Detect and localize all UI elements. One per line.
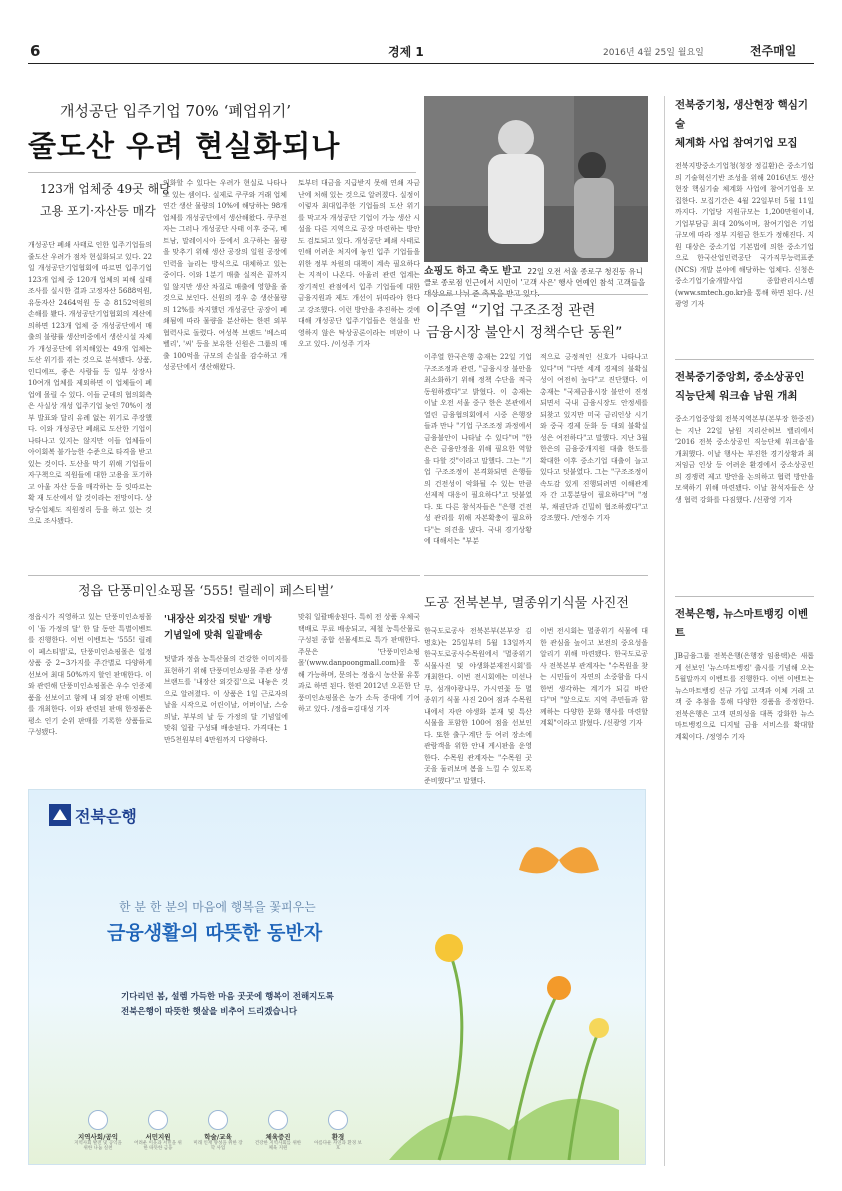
flower-illustration	[389, 830, 619, 1160]
sidebar-3-body: JB금융그룹 전북은행(은행장 임용택)은 새롭게 선보인 '뉴스마트뱅킹' 출시를 기념해 오는 5월말까지 이벤트를 진행한다. 이번 이벤트는 뉴스마트뱅킹 신규 가입 고객과 이체 거래 고객 중 추첨을 통해 다양한 경품을 증정한다. 전북은행은 고객 편의성을 대폭 강화한 뉴스마트뱅킹으로 디지털 금융 서비스를 확대할 계획이다. /정영수 기자	[675, 652, 814, 741]
lead-body-col-1: 개성공단 폐쇄 사태로 인한 입주기업들의 줄도산 우려가 점차 현실화되고 있다. 22일 개성공단기업협회에 따르면 입주기업 123개 업체 중 120개 업체의 피해 실태조사를 실시한 결과 고정자산 5688억원, 유동자산 2464억원 등 총 8152억원의 손해를 봤다. 개성공단기업협회의 계산에 의하면 123개 업체 중 개성공단에서 매출의 불량률 생산비중에서 생산시설 자체가 개성공단에 위치해있는 49개 업체는 도산 위기를 겪는 것으로 분석됐다. 상품, 인디에프, 좋은 사람들 등 일부 상장사 10여개 업체를 제외하면 이 업체들이 폐업에 몰릴 수 있다. 이들 군데의 협의회측은 사실상 개성 입주기업 늦인 70%이 정부 발표와 달리 유례 없는 위기로 주장했다. 이와 개성공단 폐쇄로 도산한 기업이 나타나고 있지는 않지만 이들 업체들이 아이회복 불가능한 수준으로 타격을 받고 있는 것이다. 도산을 막기 위해 기업들이 자구책으로 직원들에 대한 고용을 포기하고 아울 자산 등을 매각하는 등 잇따르는 확 재 도산에서 알 것이라는 전망이다. 상당수업체도 직원정리 등을 하고 있는 것으로 조사됐다.	[28, 241, 152, 525]
community-icon	[88, 1110, 108, 1130]
festival-box-title-1: '내장산 외갓집 텃밭' 개방	[164, 614, 272, 625]
ad-icon-sports: 체육증진 건강한 지역사회를 위한 체육 지원	[253, 1110, 303, 1151]
photo-caption-title: 쇼핑도 하고 축도 받고	[424, 266, 522, 277]
right-story-headline	[426, 300, 622, 344]
festival-col-1: 정읍시가 직영하고 있는 단풍미인쇼핑몰이 '돌 가정의 달' 한 달 동안 특별이벤트를 진행한다. 이번 이벤트는 '555! 릴레이 페스티벌'로, 단풍미인쇼핑몰은 일정상품 중 2~3가지를 주간별로 다양하게 선보여 최대 50%까지 할인 판매한다. 이와 관련해 단풍미인쇼핑몰은 우수 인증제품을 선보이고 함께 내 외장 판매 이벤트를 개최한다. 이와 관련된 판매 한정품은 평소 인기 순위 판매를 기록한 상품들로 구성됐다.	[28, 613, 152, 736]
sidebar-1-title	[675, 96, 814, 153]
ad-icon-environment: 환경 아름다운 자연과 환경 보호	[313, 1110, 363, 1151]
ad-icon-community: 지역사회/공익 지역사회 발전 및 공익을 위한 나눔 실천	[73, 1110, 123, 1151]
support-icon	[148, 1110, 168, 1130]
festival-col-3: 맞춰 일괄배송된다. 특히 전 상품 우체국택배로 무료 배송되고, 제철 농특산물로 구성된 종합 선물세트로 특가 판매한다. 주문은 '단풍미인쇼핑몰'(www.danpoongmall.com)을 통해 가능하며, 문의는 정읍시 농산물 유통과로 하면 된다. 한편 2012년 오픈한 단풍미인쇼핑몰은 농가 소득 증대에 기여하고 있다. /정읍=김대성 기자	[298, 613, 420, 713]
sidebar-2-body: 중소기업중앙회 전북지역본부(본부장 한중진)는 지난 22일 남원 지리산허브 밸리에서 '2016 전북 중소상공인 직능단체 워크숍'을 개최했다. 이날 행사는 부진한 경기상황과 최저임금 인상 등 어려운 환경에서 중소상공인의 경쟁력 제고 방안을 논의하고 협력 방안을 모색하기 위해 마련됐다. 이날 참석자들은 상생 협력 강화를 다짐했다. /신광영 기자	[675, 415, 814, 504]
sidebar-3-title: 전북은행, 뉴스마트뱅킹 이벤트	[675, 608, 809, 639]
ad-icon-education: 학술/교육 미래 인재 양성을 위한 장학 사업	[193, 1110, 243, 1151]
lead-subhead-2: 고용 포기·자산등 매각	[40, 204, 156, 218]
bank-logo-icon	[49, 804, 71, 826]
lowrise-headline: 도공 전북본부, 멸종위기식물 사진전	[424, 596, 629, 611]
publisher-name: 전주매일	[750, 44, 797, 58]
sidebar-2-title-line-2: 직능단체 워크숍 남원 개최	[675, 390, 798, 402]
lead-body-col-2: 익화할 수 있다는 우려가 현실로 나타나고 있는 셈이다. 실제로 쿠쿠와 거래 업체 연간 생산 물량의 10%에 해당하는 98개업체를 개성공단에서 생산해왔다. 쿠쿠전자는 그러나 개성공단 사태 이후 중국, 베트남, 말레이시아 등에서 요구하는 물량을 맞추기 위해 생산 공장의 일원 공장에 인력을 늘리는 방식으로 대체하고 있는 중이다. 이와 1분기 매출 실적은 끝까지 일 않지만 생산 차질로 매출에 영향을 줄 것으로 보인다. 신원의 경우 총 생산물량의 12%를 차지했던 개성공단 공장이 폐쇄됨에 따라 물량을 분산하는 한편 외부 협력사로 돌렸다. 여성복 브랜드 '베스띠벨리', '씨' 등을 보유한 신원은 그룹의 매출 100억을 규모의 손실을 감수하고 개성공단에서 생산해왔다.	[163, 179, 287, 371]
environment-icon	[328, 1110, 348, 1130]
lead-kicker: 개성공단 입주기업 70% ‘폐업위기’	[60, 102, 292, 120]
divider	[28, 172, 416, 173]
sidebar-1-title-line-1: 전북중기청, 생산현장 핵심기술	[675, 99, 809, 130]
ad-slogan-main: 금융생활의 따뜻한 동반자	[107, 922, 323, 944]
sidebar-2-title	[675, 368, 814, 406]
bank-brand-name: 전북은행	[75, 807, 137, 826]
ad-slogan-top: 한 분 한 분의 마음에 행복을 꽃피우는	[119, 900, 316, 914]
sports-icon	[268, 1110, 288, 1130]
education-icon	[208, 1110, 228, 1130]
ad-line-2: 전북은행이 따뜻한 햇살을 비추어 드리겠습니다	[121, 1007, 298, 1017]
section-label: 경제 1	[388, 45, 424, 59]
news-photo	[424, 96, 648, 262]
right-headline-line-2: 금융시장 불안시 정책수단 동원”	[426, 325, 623, 341]
festival-col-2: 텃밭과 정읍 농특산물의 건강한 이미지를 표현하기 위해 단풍미인쇼핑몰 주관 상생 브랜드를 '내장산 외갓집'으로 내놓은 것으로 알려졌다. 이 상품은 1일 근로자의 날을 시작으로 어린이날, 어버이날, 스승의날, 부부의 날 등 가정의 달 기념일에 맞춰 일괄 구성돼 배송된다. 가격대는 1만5천원부터 4만원까지 다양하다.	[164, 655, 288, 744]
right-story-col-1: 이주열 한국은행 총재는 22일 기업 구조조정과 관련, "금융시장 불안을 최소화하기 위해 정책 수단을 적극 동원하겠다"고 밝혔다. 이 총재는 이날 오전 서울 중구 한은 본관에서 열린 금융협의회에서 시중 은행장들과 만나 "기업 구조조정 과정에서 금융불안이 나타날 수 있다"며 "한은은 금융안정을 위해 필요한 역할을 다할 것"이라고 말했다. 그는 "기업 구조조정이 본격화되면 은행들의 건전성이 악화될 수 있는 만큼 선제적 대응이 필요하다"고 덧붙였다. 또 다른 참석자들은 "은행 건전성 관리를 위해 자본확충이 필요하다"는 의견을 냈다. 국내 경기상황에 대해서는 "부분	[424, 353, 532, 545]
divider	[675, 359, 814, 360]
sidebar-1-body: 전북지방중소기업청(청장 정길환)은 중소기업의 기술혁신기반 조성을 위해 2016년도 생산현장 핵심기술 체계화 사업에 참여기업을 모집한다. 모집기간은 4월 22일부터 5월 11일까지다. 기업당 지원규모는 1,200만원이내, 기업부담금 최대 20%이며, 참여기업은 기업 규모에 따라 정부 지원금 한도가 정해진다. 지원 대상은 중소기업 기본법에 의한 중소기업으로 한국산업인력공단 국가직무능력표준(NCS) 개발 분야에 해당하는 업체다. 신청은 중소기업기술개발사업 종합관리시스템(www.smtech.go.kr)을 통해 하면 된다. /신광영 기자	[675, 162, 814, 308]
bank-advertisement	[28, 789, 646, 1165]
ad-line-1: 기다리던 봄, 설렘 가득한 마음 곳곳에 행복이 전해지도록	[121, 992, 334, 1002]
festival-story	[28, 575, 420, 772]
ad-icon-row	[73, 1110, 373, 1150]
page-header	[28, 38, 814, 64]
photo-caption-text: 22일 오전 서울 종로구 청진동 유니클로 종로점 인근에서 시민이 '고객 사은' 행사 연예인 참석 고객들을	[424, 267, 646, 287]
lead-subhead-1: 123개 업체중 49곳 해당	[40, 182, 171, 196]
divider	[675, 596, 814, 597]
festival-box-title	[164, 612, 288, 644]
ad-icon-support: 서민지원 어려운 이웃과 서민을 위한 따뜻한 금융	[133, 1110, 183, 1151]
lead-headline: 줄도산 우려 현실화되나	[28, 129, 341, 163]
lead-body-col-3: 토부터 대금을 지급받지 못해 연쇄 자금난에 처해 있는 것으로 알려졌다. 실정이 이렇자 최대입주한 기업들의 도산 위기를 막고자 개성공단 기업이 가능 생산 시설을 다른 지역으로 공장 마련하는 방안도 검토되고 있다. 개성공단 폐쇄 사태로 인해 어려운 처지에 놓인 입주 기업들을 위한 정부 차원의 대책이 계속 필요하다는 지적이 나온다. 아울러 관련 업계는 장기적인 관점에서 입주 기업들에 대한 금융지원과 제도 개선이 뒤따라야 한다고 강조했다. 이런 방안을 추진하는 것에 대해 개성공단 입주기업들은 현실을 반영하지 않은 탁상공론이라는 비판이 나오고 있다. /이성주 기자	[298, 179, 420, 348]
lowrise-story	[424, 575, 648, 785]
right-headline-line-1: 이주열 “기업 구조조정 관련	[426, 303, 596, 319]
sidebar-1-title-line-2: 체계화 사업 참여기업 모집	[675, 137, 798, 149]
festival-headline: 정읍 단풍미인쇼핑몰 ‘555! 릴레이 페스티벌’	[78, 584, 334, 599]
lowrise-col-1: 한국도로공사 전북본부(본부장 김명호)는 25일부터 5월 13일까지 한국도로공사수목원에서 '멸종위기식물사진 및 야생화분재전시회'를 개최한다. 이번 전시회에는 미선나무, 섬개야광나무, 가시연꽃 등 멸종위기 식물 사진 20여 점과 수목원 내에서 자란 야생화 분재 및 특산 식물을 포함한 100여 점을 선보인다. 또한 출구·계단 등 여러 장소에 관람객을 위한 안내 게시판을 운영한다. 수목원 관계자는 "수목원 곳곳을 둘러보며 봄을 느낄 수 있도록 준비했다"고 말했다.	[424, 627, 532, 785]
lowrise-col-2: 이번 전시회는 멸종위기 식물에 대한 관심을 높이고 보전의 중요성을 알리기 위해 마련됐다. 한국도로공사 전북본부 관계자는 "수목원을 찾는 시민들이 자연의 소중함을 다시 한번 생각하는 계기가 되길 바란다"며 "앞으로도 지역 주민들과 함께하는 다양한 문화 행사를 마련할 계획"이라고 밝혔다. /신광영 기자	[540, 627, 648, 727]
issue-date: 2016년 4월 25일 월요일	[603, 48, 704, 58]
page-number: 6	[30, 42, 41, 60]
divider	[424, 294, 648, 295]
sidebar-2-title-line-1: 전북중기중앙회, 중소상공인	[675, 371, 805, 383]
festival-box-title-2: 기념일에 맞춰 일괄배송	[164, 630, 263, 641]
right-story-col-2: 적으로 긍정적인 신호가 나타나고 있다"며 "다만 세계 경제의 불확실성이 여전히 높다"고 진단했다. 이 총재는 "국제금융시장 불안이 진정되면서 국내 금융시장도 안정세를 되찾고 있지만 미국 금리인상 시기와 중국 경제 둔화 등 대외 불확실성은 여전하다"고 말했다. 지난 3월 한은의 금융중개지원 대출 한도를 확대한 이후 중소기업 대출이 늘고 있다고 덧붙였다. 그는 "구조조정이 속도감 있게 진행되려면 이해관계자 간 고통분담이 필요하다"며 "정부, 채권단과 긴밀히 협조하겠다"고 강조했다. /안정수 기자	[540, 353, 648, 522]
sidebar	[664, 96, 814, 1166]
